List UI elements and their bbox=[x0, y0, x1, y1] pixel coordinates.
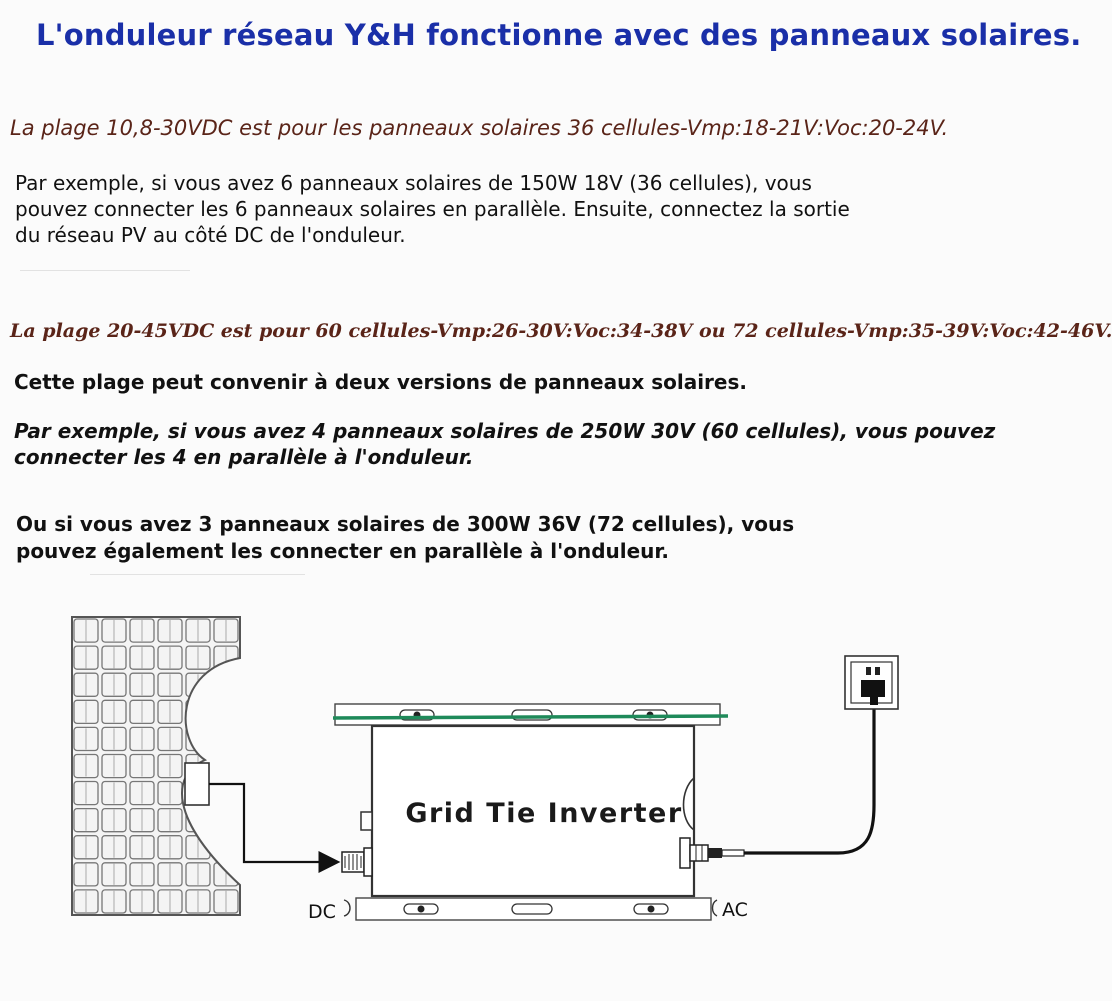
wall-outlet bbox=[845, 656, 898, 709]
power-switch bbox=[361, 812, 372, 830]
example-72-line-1: Ou si vous avez 3 panneaux solaires de 300W 36V (72 cellules), vous bbox=[16, 512, 795, 536]
example-60-cells bbox=[14, 418, 995, 470]
plug-icon bbox=[861, 680, 885, 697]
ac-cable bbox=[744, 700, 874, 853]
green-rail-line bbox=[333, 716, 728, 718]
inverter-label: Grid Tie Inverter bbox=[405, 798, 683, 829]
solar-cell bbox=[214, 727, 238, 750]
example-72-cells bbox=[16, 511, 794, 565]
example-72-line-2: pouvez également les connecter en parallèle à l'onduleur. bbox=[16, 539, 670, 563]
solar-panel-cells bbox=[72, 617, 240, 915]
ac-connector bbox=[680, 838, 744, 868]
dc-connector bbox=[342, 848, 372, 876]
junction-box bbox=[185, 763, 209, 805]
example-36-cells bbox=[15, 170, 850, 248]
range-36-cells: La plage 10,8-30VDC est pour les panneaux solaires 36 cellules-Vmp:18-21V:Voc:20-24V. bbox=[10, 116, 949, 140]
inverter bbox=[308, 704, 748, 923]
solar-cell bbox=[214, 700, 238, 723]
example-36-line-2: pouvez connecter les 6 panneaux solaires en parallèle. Ensuite, connectez la sortie bbox=[15, 197, 850, 221]
page-title: L'onduleur réseau Y&H fonctionne avec des panneaux solaires. bbox=[36, 18, 1082, 52]
divider bbox=[90, 574, 305, 575]
solar-cell bbox=[186, 700, 210, 723]
dc-label: DC bbox=[308, 901, 336, 923]
solar-cell bbox=[214, 673, 238, 696]
dc-cable-arrow bbox=[209, 784, 336, 862]
solar-panel bbox=[72, 617, 240, 915]
divider bbox=[20, 270, 190, 271]
example-60-line-1: Par exemple, si vous avez 4 panneaux solaires de 250W 30V (60 cellules), vous pouvez bbox=[14, 419, 996, 443]
wiring-diagram bbox=[0, 590, 1001, 1001]
example-36-line-3: du réseau PV au côté DC de l'onduleur. bbox=[15, 223, 406, 247]
range-60-72-cells: La plage 20-45VDC est pour 60 cellules-Vmp:26-30V:Voc:34-38V ou 72 cellules-Vmp:35-39V:Voc:42-46V. bbox=[10, 320, 1112, 342]
versions-note: Cette plage peut convenir à deux versions de panneaux solaires. bbox=[14, 370, 747, 394]
ac-label: AC bbox=[722, 899, 748, 921]
solar-cell bbox=[214, 755, 238, 778]
solar-cell bbox=[214, 836, 238, 859]
example-36-line-1: Par exemple, si vous avez 6 panneaux solaires de 150W 18V (36 cellules), vous bbox=[15, 171, 812, 195]
example-60-line-2: connecter les 4 en parallèle à l'onduleur. bbox=[14, 445, 474, 469]
solar-cell bbox=[214, 809, 238, 832]
